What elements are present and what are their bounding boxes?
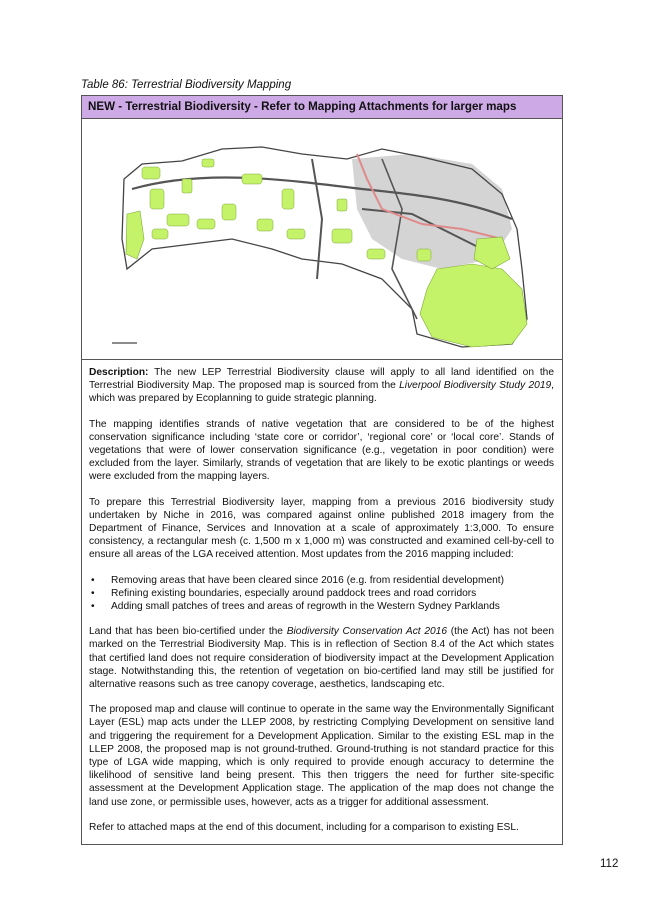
page-number: 112 (600, 858, 619, 870)
vegetation-patch (420, 264, 527, 347)
table-caption: Table 86: Terrestrial Biodiversity Mapping (81, 79, 292, 91)
description-paragraph (89, 366, 554, 406)
text-span: , which was prepared by Ecoplanning to guide strategic planning. (89, 380, 554, 405)
vegetation-patch (474, 237, 510, 269)
description-label: Description: (89, 367, 149, 378)
text-span: Land that has been bio-certified under the (89, 626, 287, 638)
updates-list (89, 574, 554, 614)
terrestrial-biodiversity-map (82, 119, 562, 359)
biodiversity-table (81, 95, 563, 845)
study-title: Liverpool Biodiversity Study 2019 (399, 380, 552, 392)
paragraph: The mapping identifies strands of native vegetation that are considered to be of the highest conservation significance including ‘state core or corridor’, ‘regional core’ or ‘local core’. Stands of vegetations that were of lower conservation significance (e.g., vegetation in poor condition) were excluded from the layer. Similarly, strands of vegetation that are likely to be exotic plantings or weeds were excluded from the mapping layers. (89, 418, 554, 483)
paragraph: The proposed map and clause will continue to operate in the same way the Environmentally Significant Layer (ESL) map acts under the LLEP 2008, by restricting Complying Development on sensitive land and triggering the requirement for a Development Application. Similar to the existing ESL map in the LLEP 2008, the proposed map is not ground-truthed. Ground-truthing is not standard practice for this type of LGA wide mapping, which is only required to provide enough accuracy to determine the likelihood of sensitive land being present. This then triggers the need for further site-specific assessment at the Development Application stage. The application of the map does not change the land use zone, or permissible uses, however, acts as a trigger for additional assessment. (89, 704, 554, 808)
paragraph (89, 625, 554, 691)
list-item: • Refining existing boundaries, especially around paddock trees and road corridors (89, 587, 554, 600)
text-span: The new LEP Terrestrial Biodiversity clause will apply to all land identified on the Terrestrial Biodiversity Map. The proposed map is sourced from the (89, 367, 554, 392)
description-cell (82, 360, 562, 834)
vegetation-patch (126, 211, 144, 259)
table-header: NEW - Terrestrial Biodiversity - Refer to Mapping Attachments for larger maps (82, 96, 562, 119)
paragraph: Refer to attached maps at the end of this document, including for a comparison to existing ESL. (89, 821, 519, 833)
map-cell (82, 119, 562, 360)
paragraph: To prepare this Terrestrial Biodiversity layer, mapping from a previous 2016 biodiversity study undertaken by Niche in 2016, was compared against online published 2018 imagery from the Department of Finance, Services and Innovation at a scale of approximately 1:3,000. To ensure consistency, a rectangular mesh (c. 1,500 m x 1,000 m) was constructed and examined cell-by-cell to ensure all areas of the LGA received attention. Most updates from the 2016 mapping included: (89, 496, 554, 561)
list-item: • Adding small patches of trees and areas of regrowth in the Western Sydney Parklands (89, 600, 554, 613)
act-title: Biodiversity Conservation Act 2016 (286, 626, 448, 638)
text-span: (the Act) has not been marked on the Terrestrial Biodiversity Map. This is in reflection of Section 8.4 of the Act which states that certified land does not require consideration of biodiversity impact at the Development Application stage. Notwithstanding this, the retention of vegetation on bio-certified land may still be justified for alternative reasons such as tree canopy coverage, aesthetics, landscaping etc. (89, 626, 555, 691)
list-item: • Removing areas that have been cleared since 2016 (e.g. from residential development) (89, 574, 554, 587)
